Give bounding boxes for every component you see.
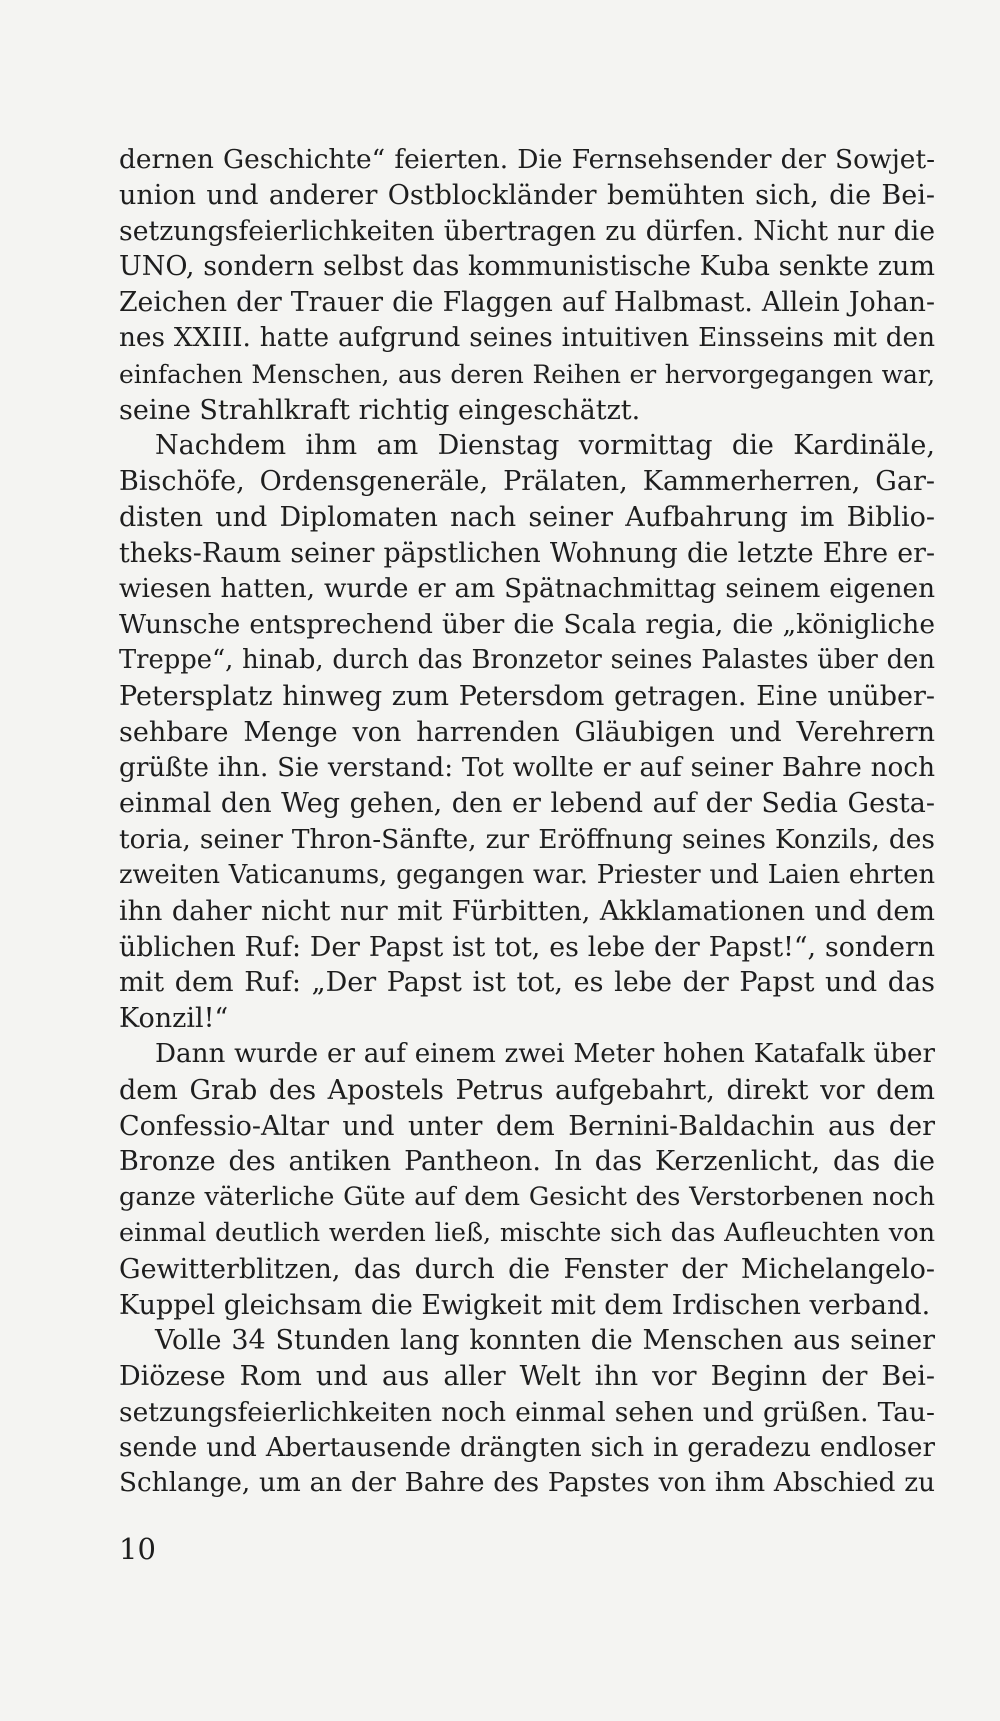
text-line: UNO, sondern selbst das kommunistische Kuba senkte zum: [119, 251, 935, 283]
text-line: Bischöfe, Ordensgeneräle, Prälaten, Kammerherren, Gar-: [119, 466, 935, 498]
text-line: toria, seiner Thron-Sänfte, zur Eröffnung seines Konzils, des: [119, 824, 935, 856]
text-line: Diözese Rom und aus aller Welt ihn vor Beginn der Bei-: [119, 1361, 935, 1393]
text-line: sehbare Menge von harrenden Gläubigen und Verehrern: [119, 716, 935, 748]
text-line: Confessio-Altar und unter dem Bernini-Baldachin aus der: [119, 1110, 935, 1142]
text-line: Bronze des antiken Pantheon. In das Kerzenlicht, das die: [119, 1146, 935, 1178]
text-line: dem Grab des Apostels Petrus aufgebahrt, direkt vor dem: [119, 1074, 935, 1106]
text-line: setzungsfeierlichkeiten übertragen zu dürfen. Nicht nur die: [119, 215, 935, 247]
text-line: einmal den Weg gehen, den er lebend auf der Sedia Gesta-: [119, 788, 935, 820]
text-line: Dann wurde er auf einem zwei Meter hohen Katafalk über: [155, 1038, 935, 1069]
text-line: setzungsfeierlichkeiten noch einmal sehen und grüßen. Tau-: [119, 1396, 935, 1428]
text-line: üblichen Ruf: Der Papst ist tot, es lebe der Papst!“, sondern: [119, 931, 935, 963]
text-line: ihn daher nicht nur mit Fürbitten, Akklamationen und dem: [119, 895, 935, 927]
text-line: theks-Raum seiner päpstlichen Wohnung die letzte Ehre er-: [119, 537, 935, 569]
text-line: wiesen hatten, wurde er am Spätnachmittag seinem eigenen: [119, 573, 935, 604]
page-number: 10: [119, 1532, 156, 1566]
text-line: sende und Abertausende drängten sich in geradezu endloser: [119, 1432, 935, 1463]
text-line: dernen Geschichte“ feierten. Die Fernsehsender der Sowjet-: [119, 144, 935, 175]
text-line: Treppe“, hinab, durch das Bronzetor seines Palastes über den: [119, 645, 935, 676]
text-line: Zeichen der Trauer die Flaggen auf Halbmast. Allein Johan-: [119, 287, 935, 319]
text-line: seine Strahlkraft richtig eingeschätzt.: [119, 394, 641, 426]
text-line: grüßte ihn. Sie verstand: Tot wollte er auf seiner Bahre noch: [119, 752, 935, 783]
text-line: mit dem Ruf: „Der Papst ist tot, es lebe der Papst und das: [119, 967, 935, 999]
text-line: Volle 34 Stunden lang konnten die Menschen aus seiner: [155, 1325, 935, 1357]
text-line: Petersplatz hinweg zum Petersdom getragen. Eine unüber-: [119, 680, 935, 712]
text-line: nes XXIII. hatte aufgrund seines intuitiven Einsseins mit den: [119, 322, 935, 353]
text-line: Wunsche entsprechend über die Scala regia, die „königliche: [119, 609, 935, 641]
text-line: Gewitterblitzen, das durch die Fenster der Michelangelo-: [119, 1253, 935, 1285]
text-line: Konzil!“: [119, 1003, 229, 1035]
text-line: Schlange, um an der Bahre des Papstes von ihm Abschied zu: [119, 1468, 935, 1499]
text-line: Nachdem ihm am Dienstag vormittag die Kardinäle,: [155, 430, 935, 462]
body-text: [119, 142, 935, 1502]
text-line: ganze väterliche Güte auf dem Gesicht des Verstorbenen noch: [119, 1182, 935, 1213]
text-line: einmal deutlich werden ließ, mischte sich das Aufleuchten von: [119, 1217, 935, 1248]
text-line: zweiten Vaticanums, gegangen war. Priester und Laien ehrten: [119, 859, 935, 890]
text-line: union und anderer Ostblockländer bemühten sich, die Bei-: [119, 179, 935, 211]
text-line: disten und Diplomaten nach seiner Aufbahrung im Biblio-: [119, 501, 935, 533]
text-line: einfachen Menschen, aus deren Reihen er hervorgegangen war,: [119, 359, 935, 389]
text-line: Kuppel gleichsam die Ewigkeit mit dem Irdischen verband.: [119, 1289, 931, 1321]
